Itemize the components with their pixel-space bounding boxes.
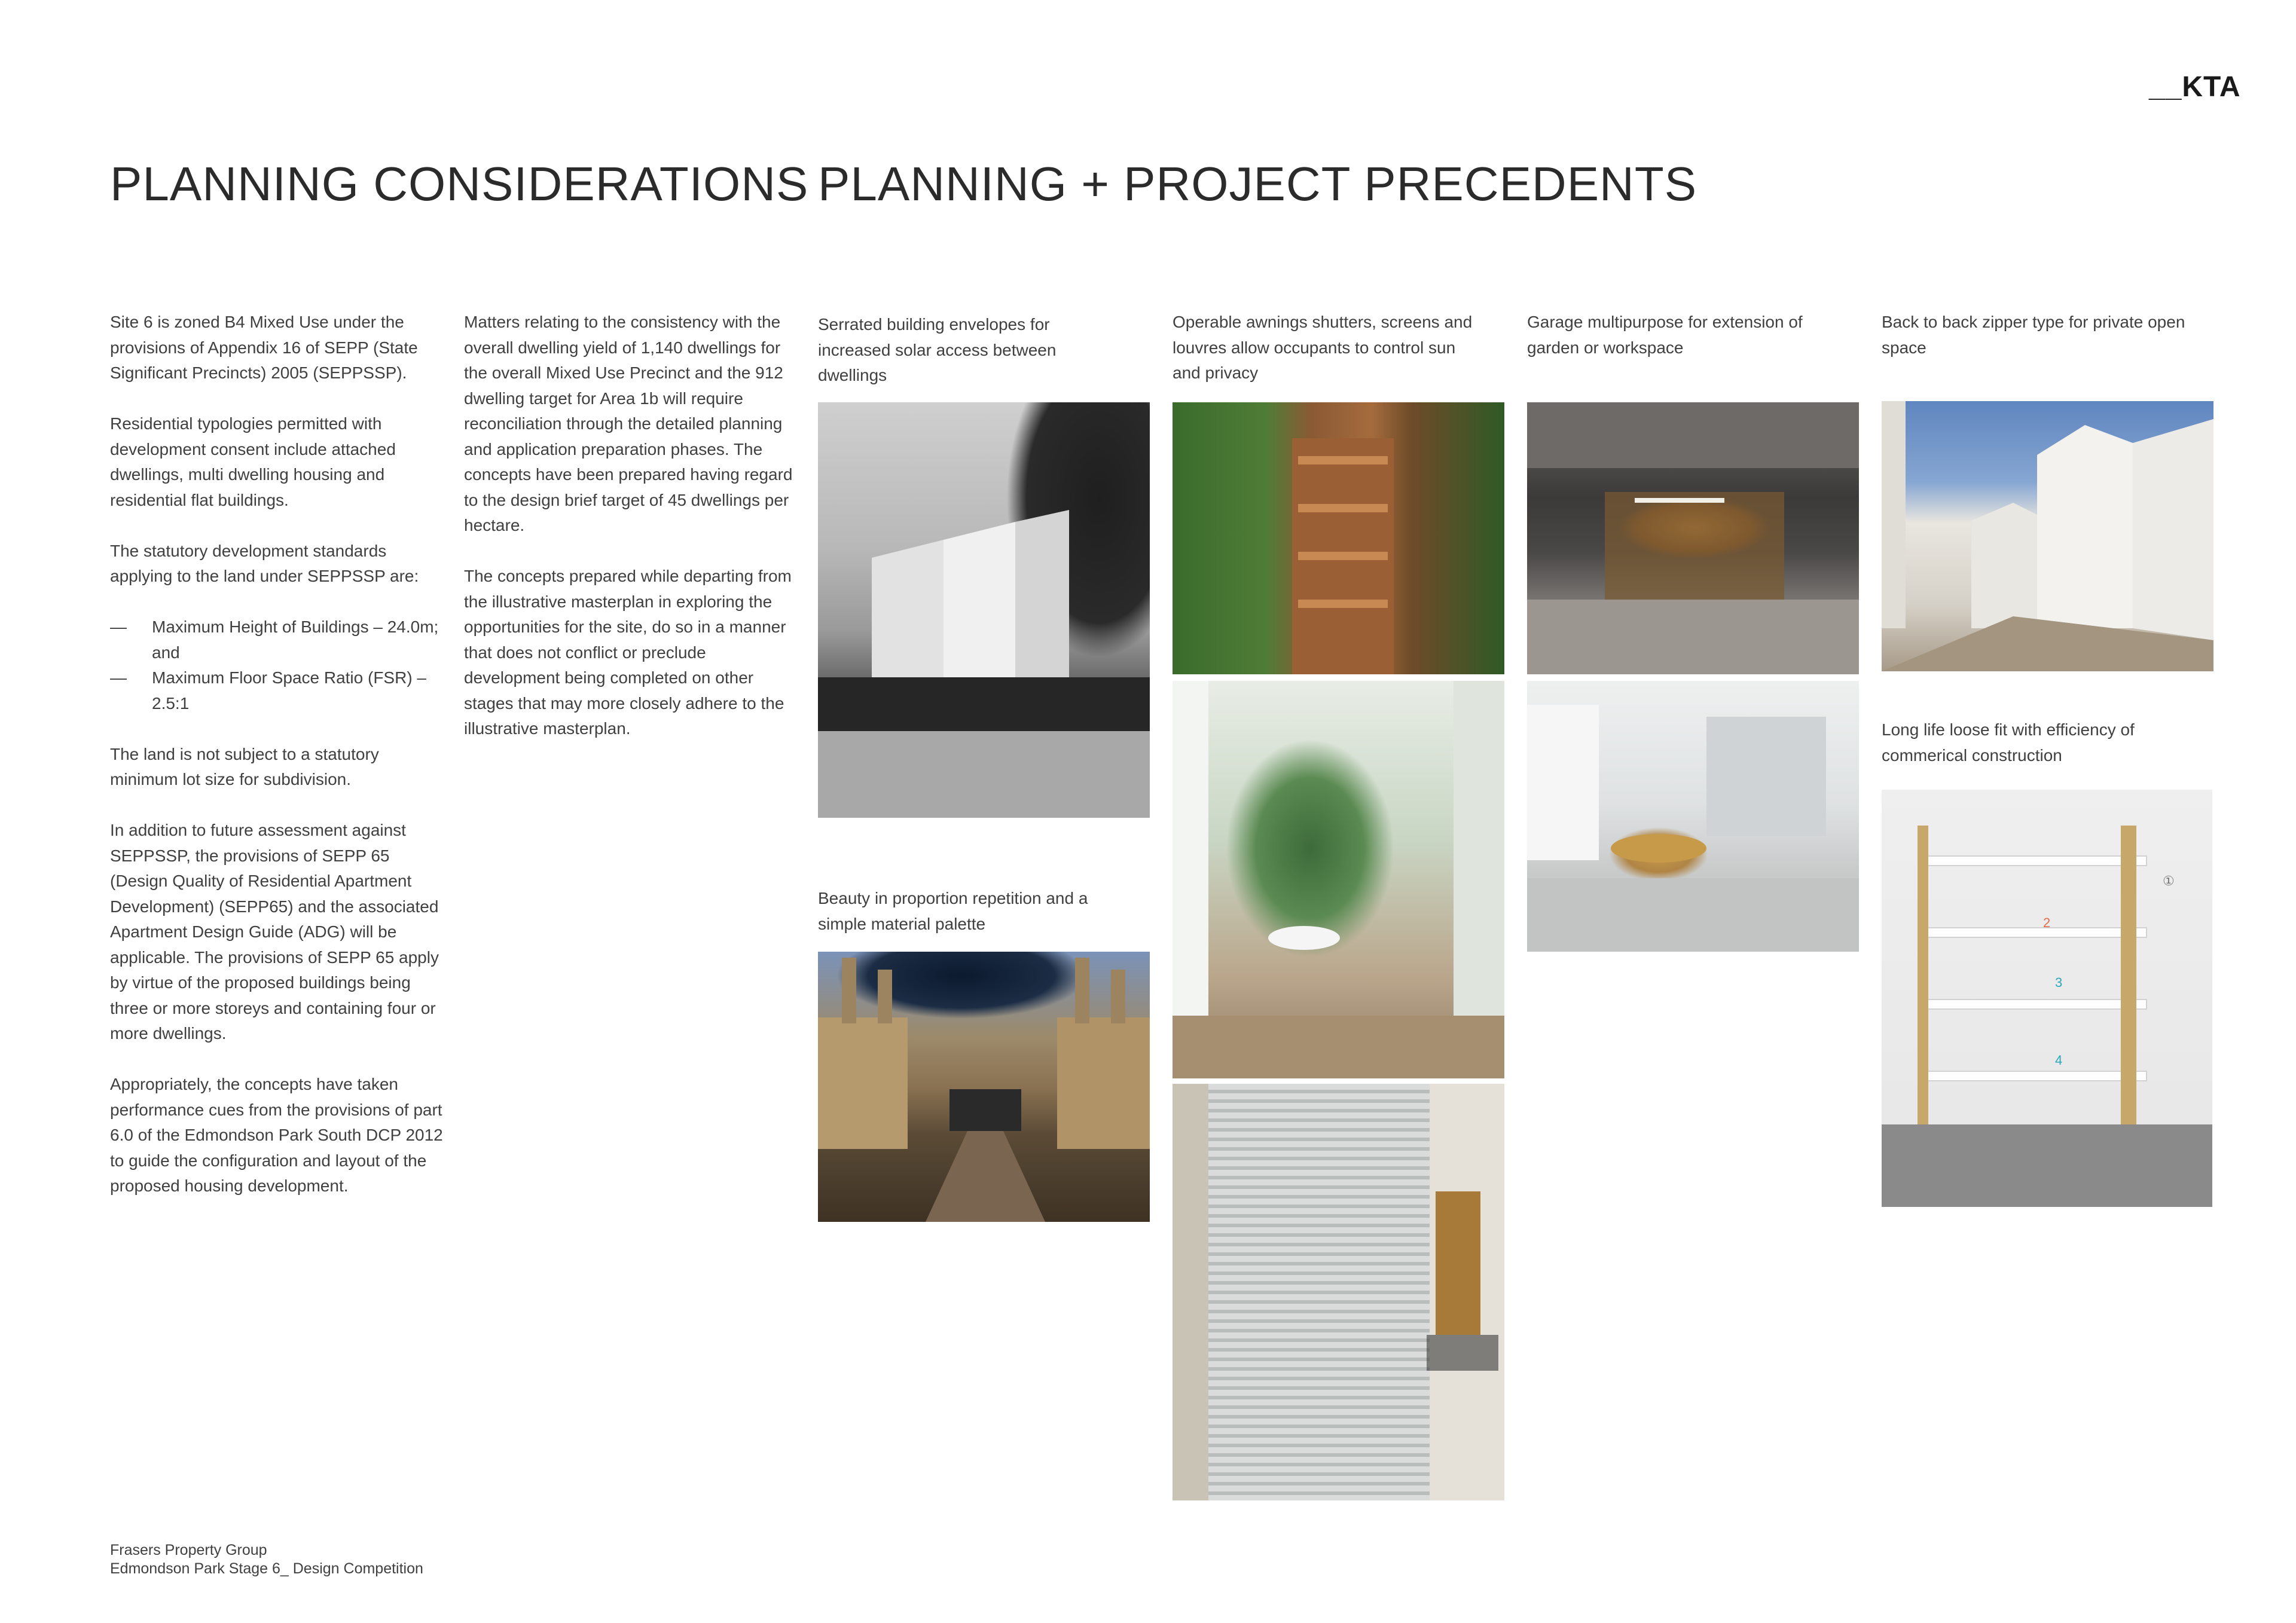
photo-operable-awnings bbox=[1173, 402, 1504, 674]
interior-sketch bbox=[1527, 681, 1859, 952]
paragraph: Residential typologies permitted with development consent include attached dwellings, multi dwelling housing and residential flat buildings. bbox=[110, 414, 396, 509]
paragraph: In addition to future assessment against SEPPSSP, the provisions of SEPP 65 (Design Quality of Residential Apartment Development) (SEPP65) and the associated Apartment Design Guide (ADG) will be applicable. The provisions of SEPP 65 apply by virtue of the proposed buildings being three or more storeys and containing four or more dwellings. bbox=[110, 821, 439, 1043]
caption-serrated: Serrated building envelopes for increased solar access between dwellings bbox=[818, 315, 1057, 384]
paragraph: Site 6 is zoned B4 Mixed Use under the provisions of Appendix 16 of SEPP (State Significant Precincts) 2005 (SEPPSSP). bbox=[110, 313, 418, 382]
photo-garage-workspace bbox=[1527, 402, 1859, 674]
section-timber-column bbox=[1918, 826, 1928, 1148]
page-title-planning-considerations: PLANNING CONSIDERATIONS bbox=[110, 157, 809, 210]
section-floor-plate bbox=[1918, 927, 2147, 938]
photo-building-section-diagram bbox=[1882, 790, 2212, 1207]
caption-beauty: Beauty in proportion repetition and a simple material palette bbox=[818, 889, 1088, 933]
kta-logo: __KTA bbox=[2149, 71, 2241, 103]
photo-zipper-housing bbox=[1882, 401, 2213, 671]
caption-longlife: Long life loose fit with efficiency of commerical construction bbox=[1882, 720, 2135, 765]
shutters-sketch bbox=[1173, 1084, 1504, 1500]
paragraph: The land is not subject to a statutory minimum lot size for subdivision. bbox=[110, 744, 379, 788]
zipper-sketch bbox=[1882, 401, 2213, 671]
photo-garage-interior bbox=[1527, 681, 1859, 952]
paragraph: Appropriately, the concepts have taken performance cues from the provisions of part 6.0 of the Edmondson Park South DCP 2012 to guide the configuration and layout of the proposed housing development. bbox=[110, 1075, 443, 1195]
section-timber-column bbox=[2121, 826, 2136, 1160]
atrium-sketch bbox=[1173, 681, 1504, 1078]
planning-text-column-2 bbox=[464, 310, 799, 767]
standards-list bbox=[110, 615, 445, 716]
planning-text-column-1 bbox=[110, 310, 445, 1224]
building-sketch bbox=[818, 402, 1150, 818]
courtyard-sketch bbox=[818, 952, 1150, 1222]
footer-project: Edmondson Park Stage 6_ Design Competition bbox=[110, 1560, 423, 1577]
list-item: — Maximum Height of Buildings – 24.0m; and bbox=[110, 618, 439, 662]
section-label: 3 bbox=[2055, 975, 2063, 990]
section-floor-plate bbox=[1918, 855, 2147, 866]
caption-zipper: Back to back zipper type for private open space bbox=[1882, 313, 2185, 357]
caption-awnings: Operable awnings shutters, screens and louvres allow occupants to control sun and privacy bbox=[1173, 313, 1473, 382]
photo-courtyard-terraces bbox=[818, 952, 1150, 1222]
list-item: — Maximum Floor Space Ratio (FSR) – 2.5:1 bbox=[110, 668, 427, 713]
section-label: 4 bbox=[2055, 1053, 2063, 1068]
awnings-sketch bbox=[1173, 402, 1504, 674]
section-label: 2 bbox=[2043, 915, 2051, 930]
section-floor-plate bbox=[1918, 999, 2147, 1010]
caption-garage: Garage multipurpose for extension of garden or workspace bbox=[1527, 313, 1803, 357]
photo-serrated-building bbox=[818, 402, 1150, 818]
paragraph: Matters relating to the consistency with the overall dwelling yield of 1,140 dwellings for the overall Mixed Use Precinct and the 912 dwelling target for Area 1b will require reconciliation through the detailed planning and application preparation phases. The concepts have been prepared having regard to the design brief target of 45 dwellings per hectare. bbox=[464, 313, 793, 534]
paragraph: The concepts prepared while departing from the illustrative masterplan in exploring the opportunities for the site, do so in a manner that does not conflict or preclude development being completed on other stages that may more closely adhere to the illustrative masterplan. bbox=[464, 567, 792, 738]
footer bbox=[110, 1541, 423, 1578]
section-label: ① bbox=[2163, 873, 2175, 888]
photo-atrium-garden bbox=[1173, 681, 1504, 1078]
section-ground bbox=[1882, 1124, 2212, 1207]
page-title-precedents: PLANNING + PROJECT PRECEDENTS bbox=[818, 157, 1697, 210]
photo-louvre-shutters bbox=[1173, 1084, 1504, 1500]
section-floor-plate bbox=[1918, 1071, 2147, 1081]
paragraph: The statutory development standards applying to the land under SEPPSSP are: bbox=[110, 541, 419, 585]
footer-client: Frasers Property Group bbox=[110, 1542, 267, 1558]
garage-sketch bbox=[1527, 402, 1859, 674]
